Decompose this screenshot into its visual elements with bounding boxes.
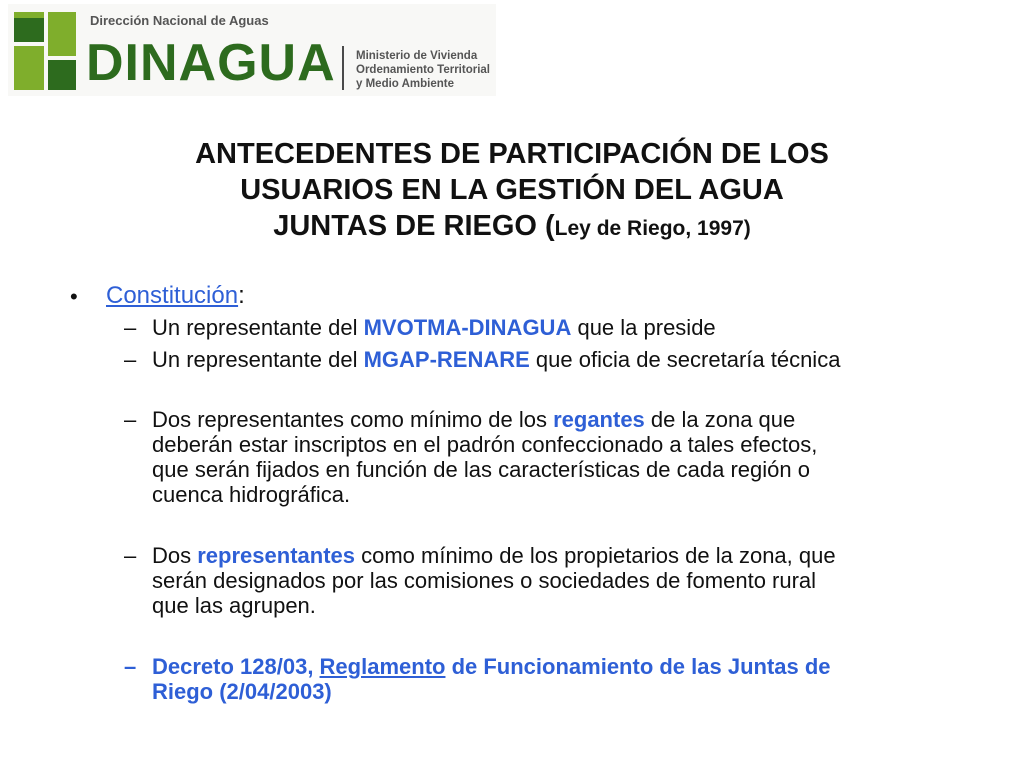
item-highlight: MVOTMA-DINAGUA [363,315,572,340]
dash: – [124,315,137,340]
constitucion-heading [106,282,245,310]
item-text: cuenca hidrográfica. [152,482,351,507]
dinagua-logo-mark [14,12,76,90]
item-text: Un representante del [152,347,364,372]
item-text: Un representante del [152,315,364,340]
item-text: como mínimo de los propietarios de la zona, que [355,543,836,568]
title-line-3-small: Ley de Riego, 1997) [554,217,751,240]
ministry-line: Ordenamiento Territorial [356,64,490,76]
item-highlight: MGAP-RENARE [363,347,530,372]
item-text: deberán estar inscriptos en el padrón confeccionado a tales efectos, [152,432,818,457]
item-text: serán designados por las comisiones o sociedades de fomento rural [152,568,817,593]
title-line-1: ANTECEDENTES DE PARTICIPACIÓN DE LOS [195,138,829,170]
item-decreto [152,654,972,704]
heading-colon: : [238,282,245,309]
bullet-dot: • [70,284,78,309]
item-text: que serán fijados en función de las características de cada región o [152,457,810,482]
item-text: que la preside [571,315,716,340]
logo-subtitle: Dirección Nacional de Aguas [90,13,269,28]
slide-title [0,136,1024,247]
item-text: Riego (2/04/2003) [152,679,332,704]
item-mvotma [152,315,972,340]
item-highlight: regantes [553,407,645,432]
item-text: Dos representantes como mínimo de los [152,407,554,432]
header-logo [8,4,496,96]
item-mgap [152,347,972,372]
ministry-line: y Medio Ambiente [356,78,454,90]
item-propietarios [152,543,972,618]
reglamento-link[interactable]: Reglamento [319,654,446,679]
dash: – [124,407,137,432]
title-line-3-main: JUNTAS DE RIEGO ( [273,210,555,242]
title-line-3 [0,208,1024,247]
item-regantes [152,407,972,507]
logo-divider [342,46,344,90]
constitucion-link[interactable]: Constitución [106,282,239,309]
title-line-2: USUARIOS EN LA GESTIÓN DEL AGUA [240,174,784,206]
item-text: de la zona que [644,407,796,432]
item-highlight: representantes [197,543,355,568]
logo-wordmark: DINAGUA [86,34,336,92]
item-text: que las agrupen. [152,593,316,618]
dash: – [124,347,137,372]
dash: – [124,543,137,568]
ministry-line: Ministerio de Vivienda [356,50,478,62]
logo-ministry [356,49,490,91]
item-text: Decreto 128/03, [152,654,320,679]
item-text: de Funcionamiento de las Juntas de [445,654,831,679]
item-text: que oficia de secretaría técnica [529,347,841,372]
dash: – [124,654,137,679]
item-text: Dos [152,543,198,568]
